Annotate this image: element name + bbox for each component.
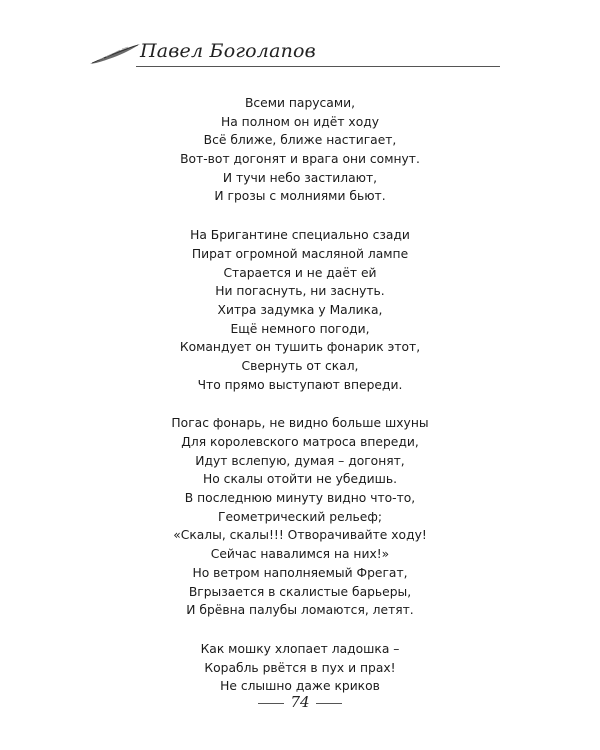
poem-line: Свернуть от скал,	[241, 358, 359, 373]
poem-line: И грозы с молниями бьют.	[214, 189, 386, 204]
poem-line: Ни погаснуть, ни заснуть.	[215, 284, 385, 299]
poem-line: Пират огромной масляной лампе	[191, 246, 409, 261]
poem-line: Командует он тушить фонарик этот,	[179, 340, 421, 355]
poem-line: Старается и не даёт ей	[223, 265, 377, 280]
stanza	[0, 640, 600, 696]
poem-line: Всё ближе, ближе настигает,	[203, 133, 397, 148]
page-header	[88, 36, 500, 72]
poem-line: Как мошку хлопает ладошка –	[200, 641, 400, 656]
poem-line: Хитра задумка у Малика,	[217, 302, 383, 317]
poem-line: И брёвна палубы ломаются, летят.	[186, 603, 414, 618]
footer-rule-left	[258, 703, 284, 704]
page-number: 74	[290, 693, 310, 711]
poem-line: Идут вслепую, думая – догонят,	[195, 453, 405, 468]
poem-line: На Бригантине специально сзади	[190, 228, 410, 243]
page-footer	[0, 693, 600, 713]
poem-line: Но ветром наполняемый Фрегат,	[192, 565, 408, 580]
poem-line: Вгрызается в скалистые барьеры,	[188, 584, 412, 599]
poem-line: Всеми парусами,	[244, 96, 356, 110]
poem-line: В последнюю минуту видно что-то,	[184, 491, 416, 506]
poem-line: Сейчас навалимся на них!»	[210, 547, 390, 562]
poem-line: Корабль рвётся в пух и прах!	[204, 660, 396, 675]
poem-line: Геометрический рельеф;	[217, 509, 382, 524]
footer-rule-right	[316, 703, 342, 704]
stanza	[0, 94, 600, 206]
author-name: Павел Боголапов	[140, 40, 316, 62]
poem-line: Что прямо выступают впереди.	[197, 377, 403, 392]
poem-line: Не слышно даже криков	[220, 679, 380, 694]
poem-line: Для королевского матроса впереди,	[181, 435, 419, 449]
poem-line: Ещё немного погоди,	[230, 321, 370, 336]
poem-line: «Скалы, скалы!!! Отворачивайте ходу!	[173, 528, 427, 543]
poem-line: На полном он идёт ходу	[220, 114, 380, 129]
poem-text	[0, 94, 600, 716]
stanza	[0, 226, 600, 394]
poem-line: Вот-вот догонят и врага они сомнут.	[180, 152, 420, 167]
poem-line: Погас фонарь, не видно больше шхуны	[171, 416, 429, 431]
quill-icon	[88, 42, 142, 66]
poem-line: И тучи небо застилают,	[222, 170, 378, 185]
stanza	[0, 414, 600, 620]
poem-line: Но скалы отойти не убедишь.	[203, 472, 397, 487]
header-rule	[136, 66, 500, 67]
